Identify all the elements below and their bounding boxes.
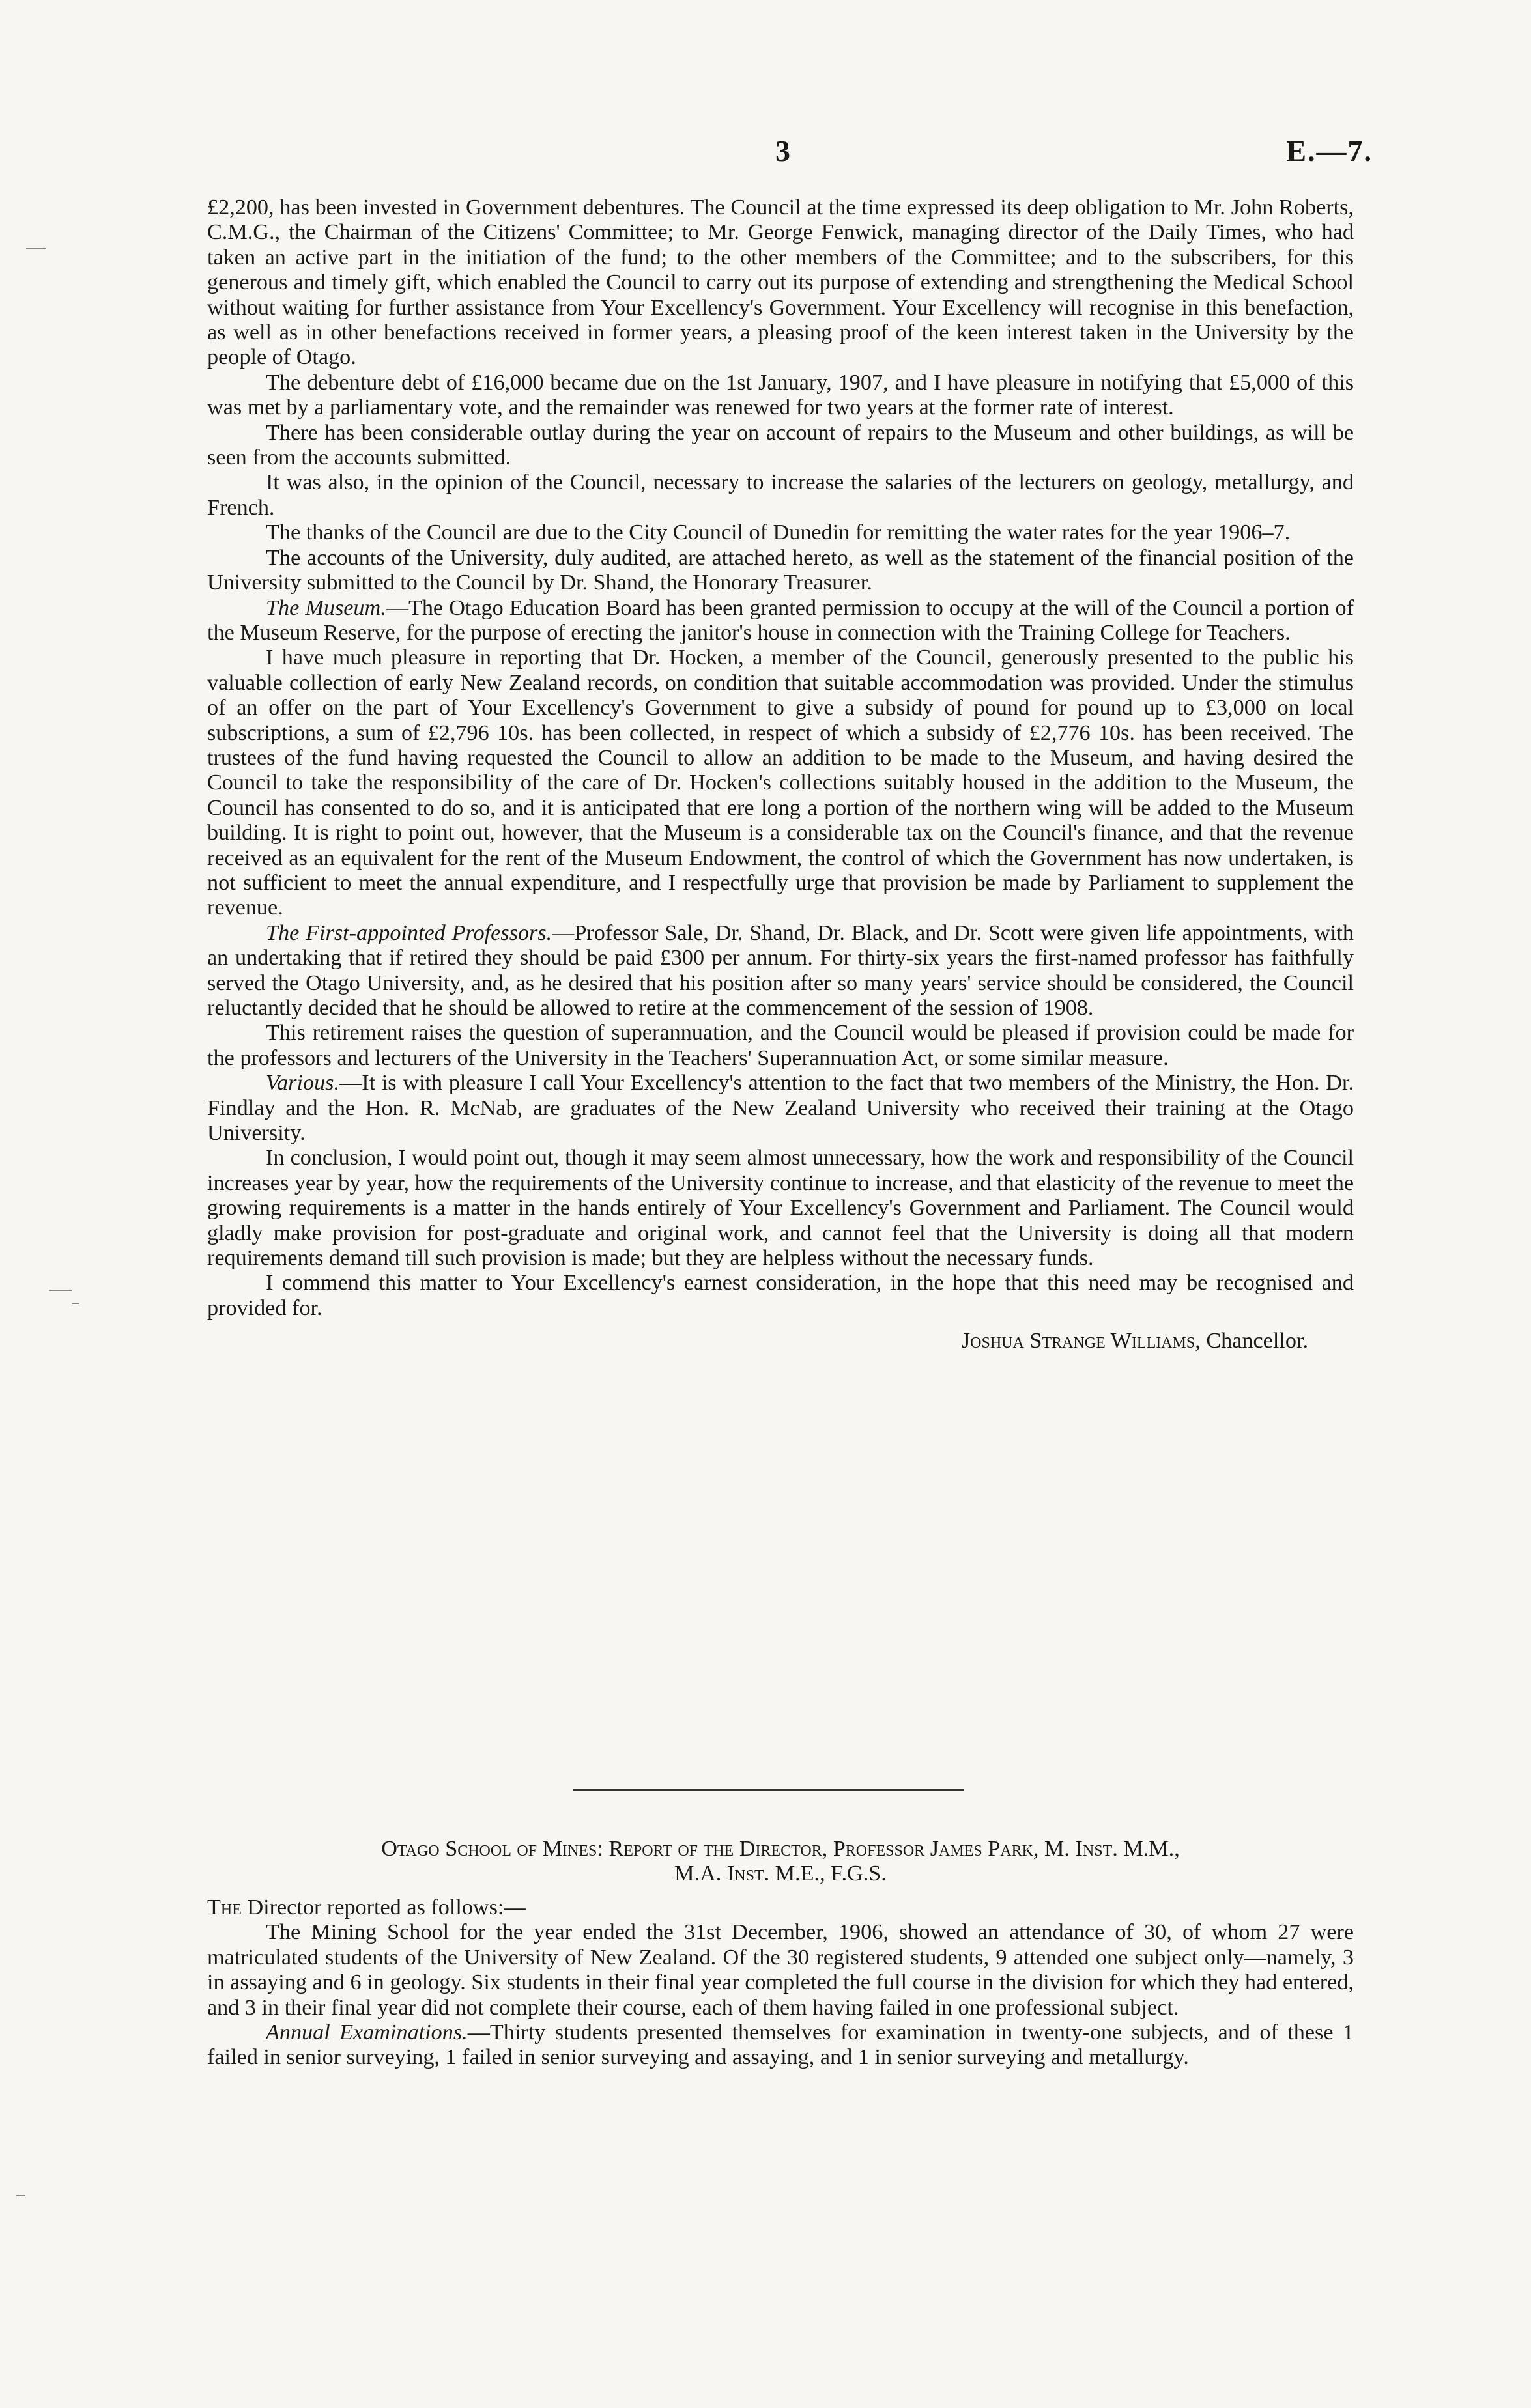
- intro-rest: Director reported as follows:—: [241, 1895, 526, 1919]
- margin-mark: [16, 2195, 25, 2196]
- section-intro: [207, 1895, 1354, 1920]
- paragraph: It was also, in the opinion of the Council, necessary to increase the salaries of the lecturers on geology, metallurgy, and French.: [207, 470, 1354, 520]
- paragraph-text: —Thirty students presented themselves for examination in twenty-one subjects, and of these 1 failed in senior surveying, 1 failed in senior surveying and assaying, and 1 in senior surveying and metallurgy.: [207, 2020, 1354, 2070]
- paragraph: The Mining School for the year ended the 31st December, 1906, showed an attendance of 30, of whom 27 were matriculated students of the University of New Zealand. Of the 30 registered students, 9 attended one subject only—namely, 3 in assaying and 6 in geology. Six students in their final year completed the full course in the division for which they had entered, and 3 in their final year did not complete their course, each of them having failed in one professional subject.: [207, 1920, 1354, 2020]
- signature-name: Joshua Strange Williams: [961, 1329, 1195, 1353]
- intro-lead: The: [207, 1895, 242, 1919]
- paragraph: The thanks of the Council are due to the City Council of Dunedin for remitting the water rates for the year 1906–7.: [266, 520, 1291, 545]
- paragraph: This retirement raises the question of superannuation, and the Council would be pleased if provision could be made for the professors and lecturers of the University in the Teachers' Superannuation Act, or some similar measure.: [207, 1021, 1354, 1070]
- subheading-professors: The First-appointed Professors.: [266, 920, 552, 945]
- page-header: [0, 134, 1531, 173]
- subheading-museum: The Museum.: [266, 595, 386, 620]
- page-number: 3: [775, 134, 790, 167]
- section-heading-line: M.A. Inst. M.E., F.G.S.: [674, 1862, 887, 1886]
- section-divider: [573, 1789, 964, 1791]
- document-code: E.—7.: [1286, 134, 1373, 167]
- paragraph: There has been considerable outlay during the year on account of repairs to the Museum and other buildings, as will be seen from the accounts submitted.: [207, 420, 1354, 470]
- paragraph: [207, 596, 1354, 646]
- section-heading-line: Otago School of Mines: Report of the Director, Professor James Park, M. Inst. M.M.,: [381, 1837, 1180, 1861]
- margin-mark: [72, 1303, 79, 1304]
- paragraph: I commend this matter to Your Excellency's earnest consideration, in the hope that this need may be recognised and provided for.: [207, 1271, 1354, 1320]
- margin-mark: [26, 248, 46, 249]
- paragraph: I have much pleasure in reporting that Dr. Hocken, a member of the Council, generously presented to the public his valuable collection of early New Zealand records, on condition that suitable accommodation was provided. Under the stimulus of an offer on the part of Your Excellency's Government to give a subsidy of pound for pound up to £3,000 on local subscriptions, a sum of £2,796 10s. has been collected, in respect of which a subsidy of £2,776 10s. has been received. The trustees of the fund having requested the Council to allow an addition to be made to the Museum, and having desired the Council to take the responsibility of the care of Dr. Hocken's collections suitably housed in the addition to the Museum, the Council has consented to do so, and it is anticipated that ere long a portion of the northern wing will be added to the Museum building. It is right to point out, however, that the Museum is a considerable tax on the Council's finance, and that the revenue received as an equivalent for the rent of the Museum Endowment, the control of which the Government has now undertaken, is not sufficient to meet the annual expenditure, and I respectfully urge that provision be made by Parliament to supplement the revenue.: [207, 645, 1354, 920]
- section-heading: [207, 1837, 1354, 1886]
- subheading-examinations: Annual Examinations.: [266, 2020, 468, 2045]
- subheading-various: Various.: [266, 1071, 340, 1096]
- paragraph: [207, 921, 1354, 1021]
- margin-mark: [49, 1290, 72, 1291]
- report-body: [207, 195, 1354, 1354]
- paragraph: The accounts of the University, duly audited, are attached hereto, as well as the statement of the financial position of the University submitted to the Council by Dr. Shand, the Honorary Treasurer.: [207, 545, 1354, 595]
- paragraph-text: —It is with pleasure I call Your Excellency's attention to the fact that two members of the Ministry, the Hon. Dr. Findlay and the Hon. R. McNab, are graduates of the New Zealand University who received their training at the Otago University.: [207, 1071, 1354, 1146]
- paragraph: £2,200, has been invested in Government debentures. The Council at the time expressed its deep obligation to Mr. John Roberts, C.M.G., the Chairman of the Citizens' Committee; to Mr. George Fenwick, managing director of the Daily Times, who had taken an active part in the initiation of the fund; to the other members of the Committee; and to the subscribers, for this generous and timely gift, which enabled the Council to carry out its purpose of extending and strengthening the Medical School without waiting for further assistance from Your Excellency's Government. Your Excellency will recognise in this benefaction, as well as in other benefactions received in former years, a pleasing proof of the keen interest taken in the University by the people of Otago.: [207, 195, 1354, 370]
- signature: [207, 1329, 1308, 1353]
- signature-title: , Chancellor.: [1195, 1329, 1308, 1353]
- paragraph: [207, 1071, 1354, 1146]
- paragraph-text: —Professor Sale, Dr. Shand, Dr. Black, and Dr. Scott were given life appointments, with an undertaking that if retired they should be paid £300 per annum. For thirty-six years the first-named professor has faithfully served the Otago University, and, as he desired that his position after so many years' service should be considered, the Council reluctantly decided that he should be allowed to retire at the commencement of the session of 1908.: [207, 920, 1354, 1020]
- paragraph-text: —The Otago Education Board has been granted permission to occupy at the will of the Council a portion of the Museum Reserve, for the purpose of erecting the janitor's house in connection with the Training College for Teachers.: [207, 595, 1354, 645]
- paragraph: The debenture debt of £16,000 became due on the 1st January, 1907, and I have pleasure in notifying that £5,000 of this was met by a parliamentary vote, and the remainder was renewed for two years at the former rate of interest.: [207, 370, 1354, 420]
- school-of-mines-section: [207, 1837, 1354, 2071]
- paragraph: In conclusion, I would point out, though it may seem almost unnecessary, how the work and responsibility of the Council increases year by year, how the requirements of the University continue to increase, and that elasticity of the revenue to meet the growing requirements is a matter in the hands entirely of Your Excellency's Government and Parliament. The Council would gladly make provision for post-graduate and original work, and cannot feel that the University is doing all that modern requirements demand till such provision is made; but they are helpless without the necessary funds.: [207, 1146, 1354, 1271]
- paragraph: [207, 2020, 1354, 2071]
